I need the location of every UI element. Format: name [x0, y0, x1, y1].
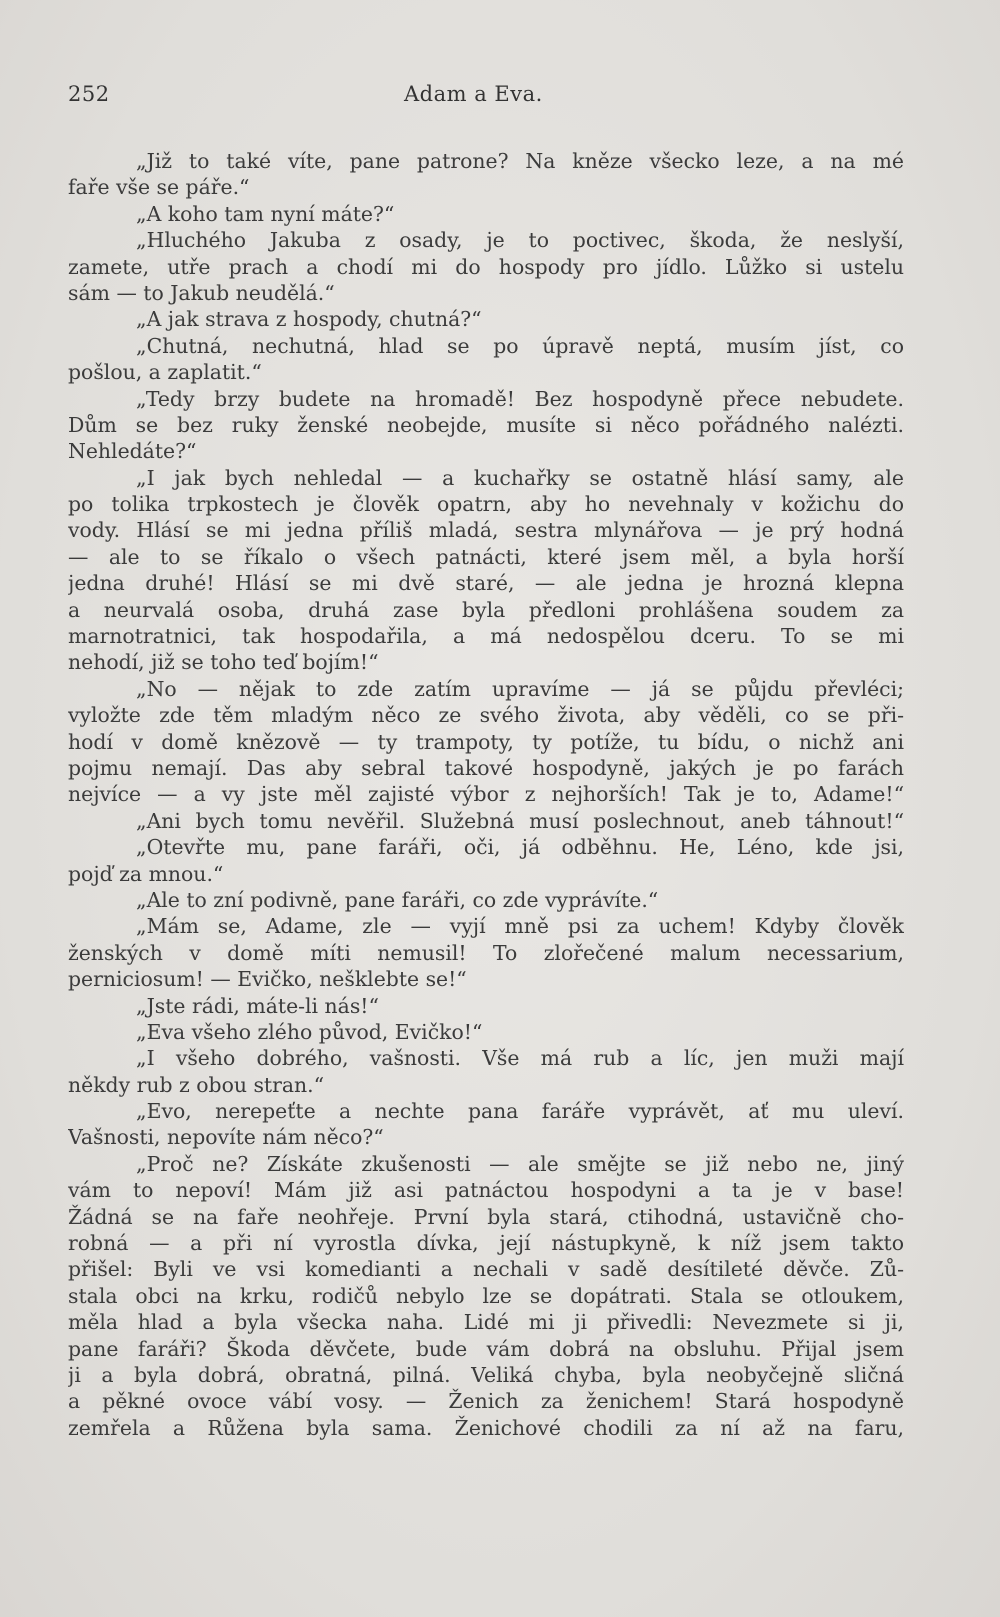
text-line: ženských v domě míti nemusil! To zlořečené malum necessarium,	[68, 940, 904, 965]
page-number: 252	[68, 82, 110, 106]
text-line: a pěkné ovoce vábí vosy. — Ženich za ženichem! Stará hospodyně	[68, 1389, 904, 1414]
text-line: stala obci na krku, rodičů nebylo lze se dopátrati. Stala se otloukem,	[68, 1283, 904, 1308]
text-line: faře vše se páře.“	[68, 175, 250, 200]
text-line: přišel: Byli ve vsi komedianti a nechali v sadě desítileté děvče. Zů-	[68, 1257, 904, 1282]
text-line: ji a byla dobrá, obratná, pilná. Veliká chyba, byla neobyčejně sličná	[68, 1362, 904, 1387]
text-line: „Jste rádi, máte-li nás!“	[136, 993, 379, 1018]
text-line: pošlou, a zaplatit.“	[68, 360, 262, 385]
text-line: „I jak bych nehledal — a kuchařky se ostatně hlásí samy, ale	[136, 465, 904, 490]
text-line: „Již to také víte, pane patrone? Na kněze všecko leze, a na mé	[136, 149, 904, 173]
text-line: — ale to se říkalo o všech patnácti, které jsem měl, a byla horší	[68, 544, 904, 569]
body-text	[68, 148, 904, 1441]
text-line: Dům se bez ruky ženské neobejde, musíte si něco pořádného nalézti.	[68, 412, 904, 437]
text-line: nejvíce — a vy jste měl zajisté výbor z nejhorších! Tak je to, Adame!“	[68, 782, 904, 807]
text-line: „Evo, nerepeťte a nechte pana faráře vyprávět, ať mu uleví.	[136, 1099, 904, 1124]
text-line: „No — nějak to zde zatím upravíme — já se půjdu převléci;	[136, 676, 904, 701]
text-line: „Hluchého Jakuba z osady, je to poctivec, škoda, že neslyší,	[136, 228, 904, 253]
text-line: nehodí, již se toho teď bojím!“	[68, 650, 379, 675]
text-line: „Ale to zní podivně, pane faráři, co zde vyprávíte.“	[136, 887, 659, 912]
text-line: „Eva všeho zlého původ, Evičko!“	[136, 1019, 483, 1044]
text-line: sám — to Jakub neudělá.“	[68, 280, 335, 305]
text-line: „I všeho dobrého, vašnosti. Vše má rub a líc, jen muži mají	[136, 1046, 904, 1071]
text-line: měla hlad a byla všecka naha. Lidé mi ji přivedli: Nevezmete si ji,	[68, 1310, 904, 1335]
text-line: „Proč ne? Získáte zkušenosti — ale smějte se již nebo ne, jiný	[136, 1151, 904, 1176]
text-line: vám to nepoví! Mám již asi patnáctou hospodyni a ta je v base!	[68, 1178, 904, 1203]
text-line: Vašnosti, nepovíte nám něco?“	[68, 1125, 384, 1150]
text-line: „Tedy brzy budete na hromadě! Bez hospodyně přece nebudete.	[136, 386, 904, 411]
running-title: Adam a Eva.	[404, 82, 543, 106]
text-line: zemřela a Růžena byla sama. Ženichové chodili za ní až na faru,	[68, 1415, 904, 1440]
text-line: robná — a při ní vyrostla dívka, její nástupkyně, k níž jsem takto	[68, 1231, 904, 1256]
text-line: Nehledáte?“	[68, 439, 197, 464]
text-line: Žádná se na faře neohřeje. První byla stará, ctihodná, ustavičně cho-	[68, 1204, 904, 1229]
text-line: pane faráři? Škoda děvčete, bude vám dobrá na obsluhu. Přijal jsem	[68, 1336, 904, 1361]
text-line: vyložte zde těm mladým něco ze svého života, aby věděli, co se při-	[68, 703, 904, 728]
text-line: „Chutná, nechutná, hlad se po úpravě neptá, musím jíst, co	[136, 333, 904, 358]
text-line: „A jak strava z hospody, chutná?“	[136, 307, 482, 332]
text-line: jedna druhé! Hlásí se mi dvě staré, — ale jedna je hrozná klepna	[68, 571, 904, 596]
text-line: perniciosum! — Evičko, nešklebte se!“	[68, 967, 467, 992]
text-line: po tolika trpkostech je člověk opatrn, aby ho nevehnaly v kožichu do	[68, 492, 904, 517]
text-line: hodí v domě knězově — ty trampoty, ty potíže, tu bídu, o nichž ani	[68, 729, 904, 754]
text-line: pojď za mnou.“	[68, 861, 224, 886]
text-line: marnotratnici, tak hospodařila, a má nedospělou dceru. To se mi	[68, 624, 904, 649]
text-line: vody. Hlásí se mi jedna příliš mladá, sestra mlynářova — je prý hodná	[68, 518, 904, 543]
text-line: „Otevřte mu, pane faráři, oči, já odběhnu. He, Léno, kde jsi,	[136, 835, 904, 860]
text-line: zamete, utře prach a chodí mi do hospody pro jídlo. Lůžko si ustelu	[68, 254, 904, 279]
text-line: a neurvalá osoba, druhá zase byla předloni prohlášena soudem za	[68, 597, 904, 622]
text-line: někdy rub z obou stran.“	[68, 1072, 325, 1097]
text-line: „Mám se, Adame, zle — vyjí mně psi za uchem! Kdyby člověk	[136, 914, 904, 939]
text-line: „A koho tam nyní máte?“	[136, 201, 395, 226]
text-line: pojmu nemají. Das aby sebral takové hospodyně, jakých je po farách	[68, 755, 904, 780]
text-line: „Ani bych tomu nevěřil. Služebná musí poslechnout, aneb táhnout!“	[136, 808, 904, 833]
page-header	[68, 82, 904, 118]
